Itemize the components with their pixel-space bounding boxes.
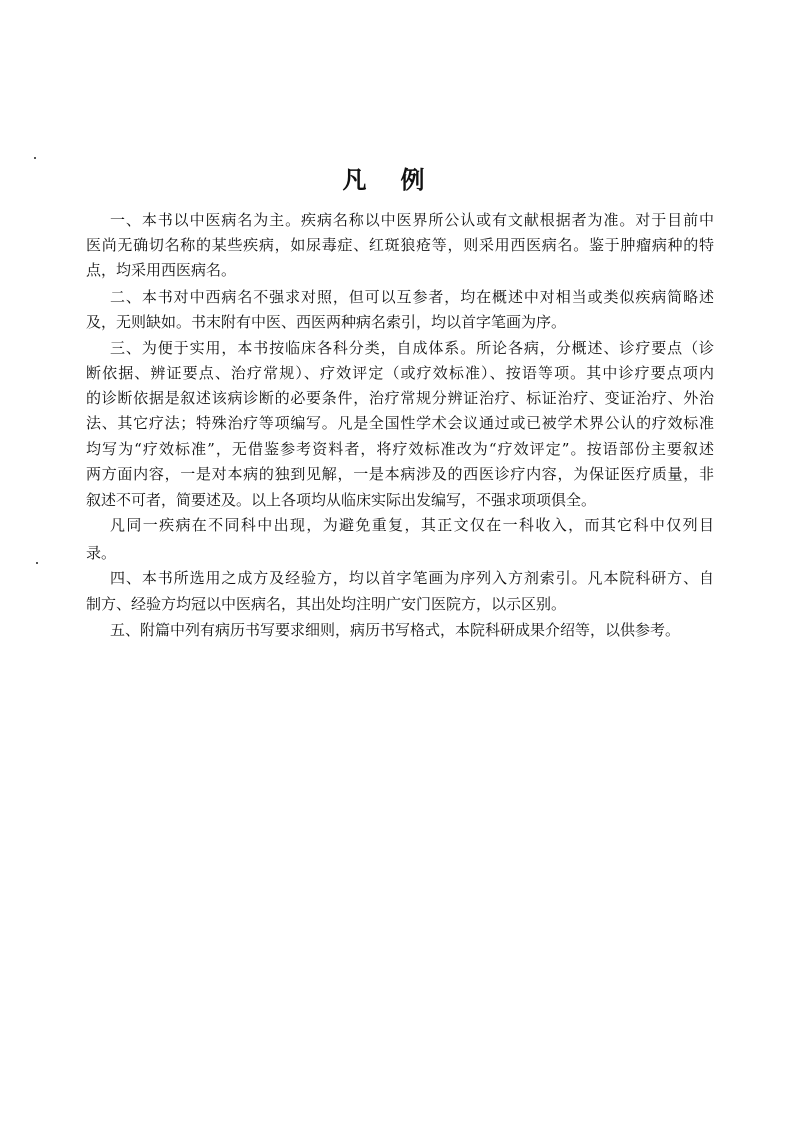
- text-line: 断依据、辨证要点、治疗常规）、疗效评定（或疗效标准）、按语等项。其中诊疗要点项内: [86, 364, 714, 382]
- text-line: 四、本书所选用之成方及经验方，均以首字笔画为序列入方剂索引。凡本院科研方、自: [110, 569, 714, 587]
- text-line: 医尚无确切名称的某些疾病，如尿毒症、红斑狼疮等，则采用西医病名。鉴于肿瘤病种的特: [86, 236, 714, 254]
- text-line: 五、附篇中列有病历书写要求细则，病历书写格式，本院科研成果介绍等，以供参考。: [110, 621, 681, 639]
- text-line: 点，均采用西医病名。: [86, 261, 237, 279]
- text-line: 制方、经验方均冠以中医病名，其出处均注明广安门医院方，以示区别。: [86, 595, 567, 613]
- text-line: 凡同一疾病在不同科中出现，为避免重复，其正文仅在一科收入，而其它科中仅列目: [110, 516, 714, 534]
- scan-speck: [36, 562, 38, 564]
- text-line: 两方面内容，一是对本病的独到见解，一是本病涉及的西医诊疗内容，为保证医疗质量，非: [86, 465, 714, 483]
- text-line: 二、本书对中西病名不强求对照，但可以互参者，均在概述中对相当或类似疾病简略述: [110, 288, 714, 306]
- text-line: 及，无则缺如。书末附有中医、西医两种病名索引，均以首字笔画为序。: [86, 313, 567, 331]
- text-line: 一、本书以中医病名为主。疾病名称以中医界所公认或有文献根据者为准。对于目前中: [110, 211, 714, 229]
- scan-speck: [34, 157, 36, 159]
- text-line: 均写为“疗效标准”，无借鉴参考资料者，将疗效标准改为“疗效评定”。按语部份主要叙述: [86, 440, 714, 458]
- text-line: 的诊断依据是叙述该病诊断的必要条件，治疗常规分辨证治疗、标证治疗、变证治疗、外治: [86, 389, 714, 407]
- text-line: 法、其它疗法；特殊治疗等项编写。凡是全国性学术会议通过或已被学术界公认的疗效标准: [86, 414, 714, 432]
- text-line: 三、为便于实用，本书按临床各科分类，自成体系。所论各病，分概述、诊疗要点（诊: [110, 339, 714, 357]
- text-line: 叙述不可者，简要述及。以上各项均从临床实际出发编写，不强求项项俱全。: [86, 491, 597, 509]
- page-title: 凡例: [342, 165, 459, 194]
- text-line: 录。: [86, 544, 117, 562]
